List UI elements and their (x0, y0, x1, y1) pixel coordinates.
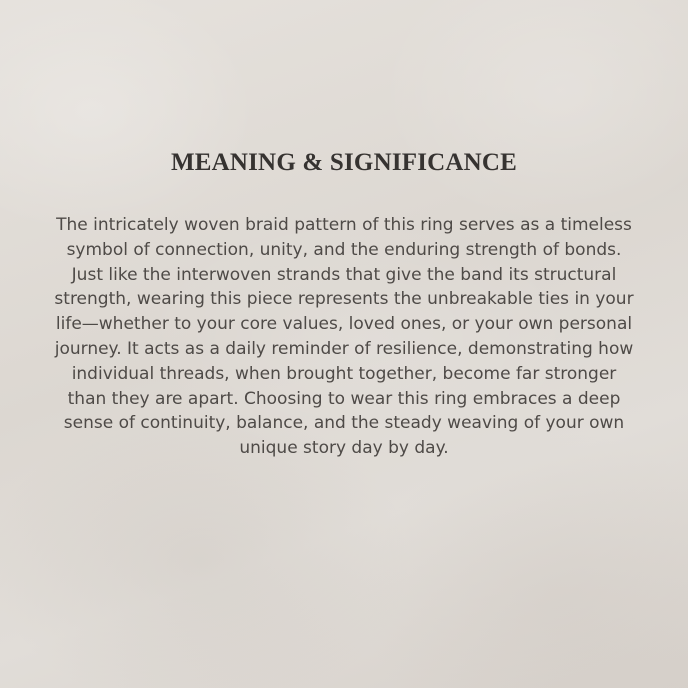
section-title: MEANING & SIGNIFICANCE (170, 149, 518, 176)
section-body-text: The intricately woven braid pattern of this ring serves as a timeless symbol of connection, unity, and the enduring strength of bonds. Just like the interwoven strands that give the band its structural strength, wearing this piece represents the unbreakable ties in your life—whether to your core values, loved ones, or your own personal journey. It acts as a daily reminder of resilience, demonstrating how individual threads, when brought together, become far stronger than they are apart. Choosing to wear this ring embraces a deep sense of continuity, balance, and the steady weaving of your own unique story day by day. (54, 215, 634, 459)
